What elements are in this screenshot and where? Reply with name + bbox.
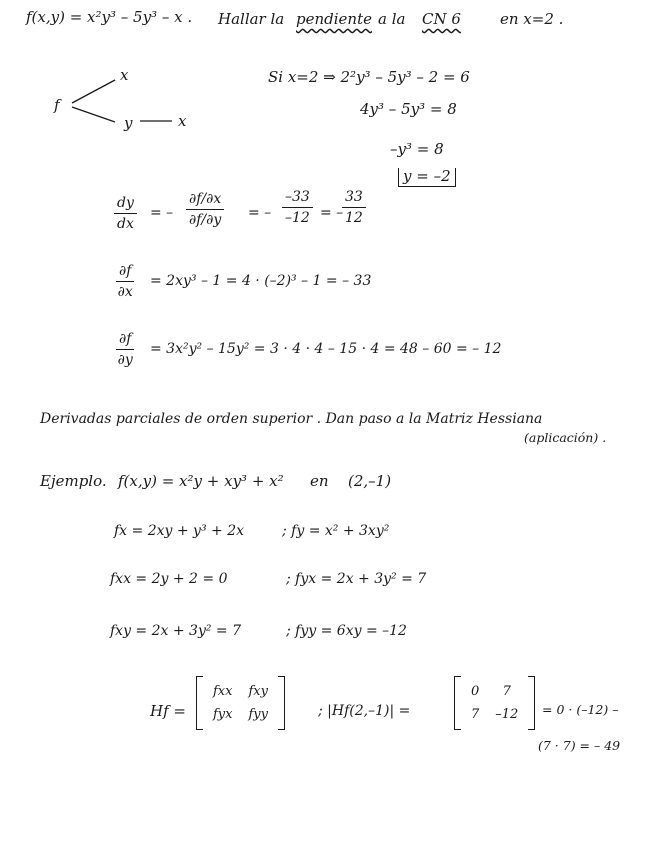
derivative-eq-3: = – [320, 205, 344, 221]
task-underlined: pendiente [296, 10, 372, 28]
hessian-n11: 0 [471, 684, 480, 699]
partials-ratio-den: ∂f/∂y [188, 212, 222, 228]
hessian-n12: 7 [502, 684, 511, 699]
determinant-tail-2: (7 · 7) = – 49 [538, 738, 621, 753]
hessian-m12: fxy [248, 684, 268, 699]
example-point-prefix: en [310, 472, 329, 490]
partial-x-den: ∂x [117, 284, 133, 300]
partial-x-num: ∂f [116, 264, 134, 282]
dy-dx-num: dy [114, 196, 137, 214]
partial-y-expression: = 3x²y² – 15y² = 3 · 4 · 4 – 15 · 4 = 48 – 60 = – 12 [150, 341, 502, 357]
derivative-eq-1: = – [150, 205, 174, 221]
partials-ratio-fraction [186, 192, 224, 227]
section-heading-continued: (aplicación) . [524, 430, 607, 445]
dy-dx-den: dx [117, 216, 134, 232]
fy-expression: ; fy = x² + 3xy² [282, 523, 390, 539]
hessian-numeric-matrix [454, 676, 535, 730]
tree-root: f [54, 96, 60, 114]
hessian-label: Hf = [150, 702, 186, 720]
hessian-matrix [196, 676, 285, 730]
hessian-m22: fyy [248, 707, 268, 722]
example-function: f(x,y) = x²y + xy³ + x² [118, 472, 284, 490]
result-fraction [342, 190, 366, 225]
solve-line-1: Si x=2 ⇒ 2²y³ – 5y³ – 2 = 6 [268, 68, 470, 86]
partial-y-fraction [116, 332, 134, 367]
determinant-tail-1: = 0 · (–12) – [542, 702, 619, 717]
fxx-expression: fxx = 2y + 2 = 0 [110, 571, 228, 587]
numeric-ratio-num: –33 [282, 190, 313, 208]
hessian-n21: 7 [471, 707, 480, 722]
fyy-expression: ; fyy = 6xy = –12 [286, 623, 407, 639]
fyx-expression: ; fyx = 2x + 3y² = 7 [286, 571, 427, 587]
tree-branch-y: y [124, 114, 133, 132]
hessian-determinant-label: ; |Hf(2,–1)| = [318, 703, 411, 719]
task-prefix: Hallar la [218, 10, 285, 28]
tree-leaf-x: x [178, 112, 187, 130]
function-definition: f(x,y) = x²y³ – 5y³ – x . [26, 8, 193, 26]
dy-dx-fraction [114, 196, 137, 231]
result-num: 33 [342, 190, 366, 208]
partials-ratio-num: ∂f/∂x [186, 192, 224, 210]
task-cn: CN 6 [422, 10, 461, 28]
numeric-ratio-fraction [282, 190, 313, 225]
partial-x-fraction [116, 264, 134, 299]
numeric-ratio-den: –12 [285, 210, 310, 226]
section-heading: Derivadas parciales de orden superior . Dan paso a la Matriz Hessiana [40, 411, 543, 427]
solve-result: y = –2 [398, 168, 456, 187]
derivative-eq-2: = – [248, 205, 272, 221]
solve-line-2: 4y³ – 5y³ = 8 [360, 100, 457, 118]
solve-line-3: –y³ = 8 [390, 140, 444, 158]
task-middle: a la [378, 10, 406, 28]
fx-expression: fx = 2xy + y³ + 2x [114, 523, 245, 539]
hessian-m11: fxx [213, 684, 233, 699]
partial-x-expression: = 2xy³ – 1 = 4 · (–2)³ – 1 = – 33 [150, 273, 372, 289]
partial-y-den: ∂y [117, 352, 133, 368]
example-point: (2,–1) [348, 472, 392, 490]
hessian-m21: fyx [213, 707, 233, 722]
hessian-n22: –12 [495, 707, 519, 722]
fxy-expression: fxy = 2x + 3y² = 7 [110, 623, 242, 639]
tree-branch-x: x [120, 66, 129, 84]
task-suffix: en x=2 . [500, 10, 564, 28]
partial-y-num: ∂f [116, 332, 134, 350]
result-den: 12 [345, 210, 363, 226]
example-label: Ejemplo. [40, 472, 107, 490]
